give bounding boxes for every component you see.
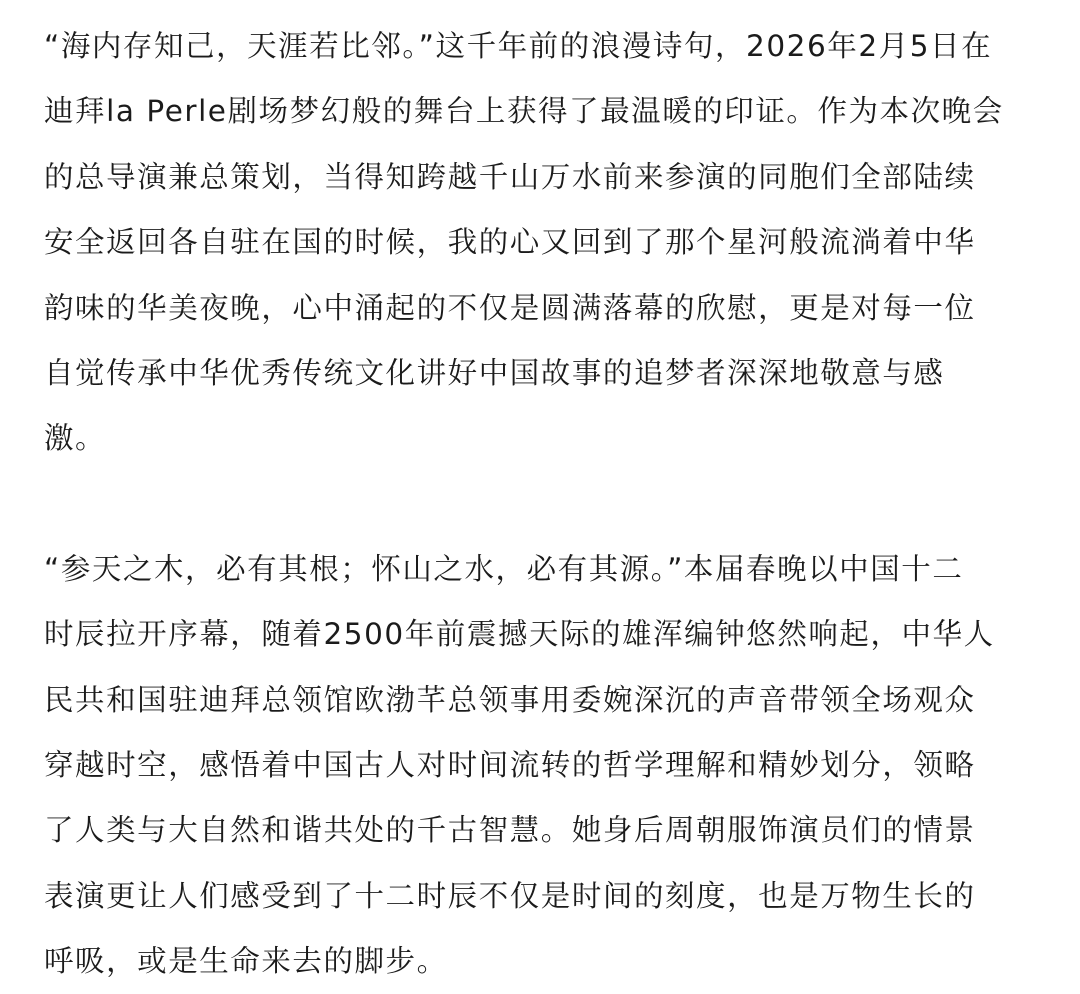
text-line: 激。 — [44, 421, 107, 456]
text-line: 民共和国驻迪拜总领馆欧渤芊总领事用委婉深沉的声音带领全场观众 — [44, 682, 976, 717]
text-line: 呼吸，或是生命来去的脚步。 — [44, 944, 448, 979]
text-line: 迪拜la Perle剧场梦幻般的舞台上获得了最温暖的印证。作为本次晚会 — [44, 94, 1004, 129]
paragraph-spacer — [44, 472, 1044, 537]
text-line: “海内存知己，天涯若比邻。”这千年前的浪漫诗句，2026年2月5日在 — [44, 29, 993, 63]
text-line: 韵味的华美夜晚，心中涌起的不仅是圆满落幕的欣慰，更是对每一位 — [44, 290, 976, 325]
text-line: 穿越时空，感悟着中国古人对时间流转的哲学理解和精妙划分，领略 — [44, 747, 976, 782]
text-line: 安全返回各自驻在国的时候，我的心又回到了那个星河般流淌着中华 — [44, 225, 976, 260]
text-line: “参天之木，必有其根；怀山之水，必有其源。”本届春晚以中国十二 — [44, 551, 964, 586]
text-line: 自觉传承中华优秀传统文化讲好中国故事的追梦者深深地敬意与感 — [44, 355, 945, 390]
paragraph-2 — [44, 537, 1044, 994]
text-line: 表演更让人们感受到了十二时辰不仅是时间的刻度，也是万物生长的 — [44, 878, 976, 913]
text-line: 的总导演兼总策划，当得知跨越千山万水前来参演的同胞们全部陆续 — [44, 159, 976, 194]
paragraph-1 — [44, 14, 1044, 472]
text-line: 时辰拉开序幕，随着2500年前震撼天际的雄浑编钟悠然响起，中华人 — [44, 617, 995, 652]
text-line: 了人类与大自然和谐共处的千古智慧。她身后周朝服饰演员们的情景 — [44, 813, 976, 848]
article-body — [44, 14, 1044, 994]
